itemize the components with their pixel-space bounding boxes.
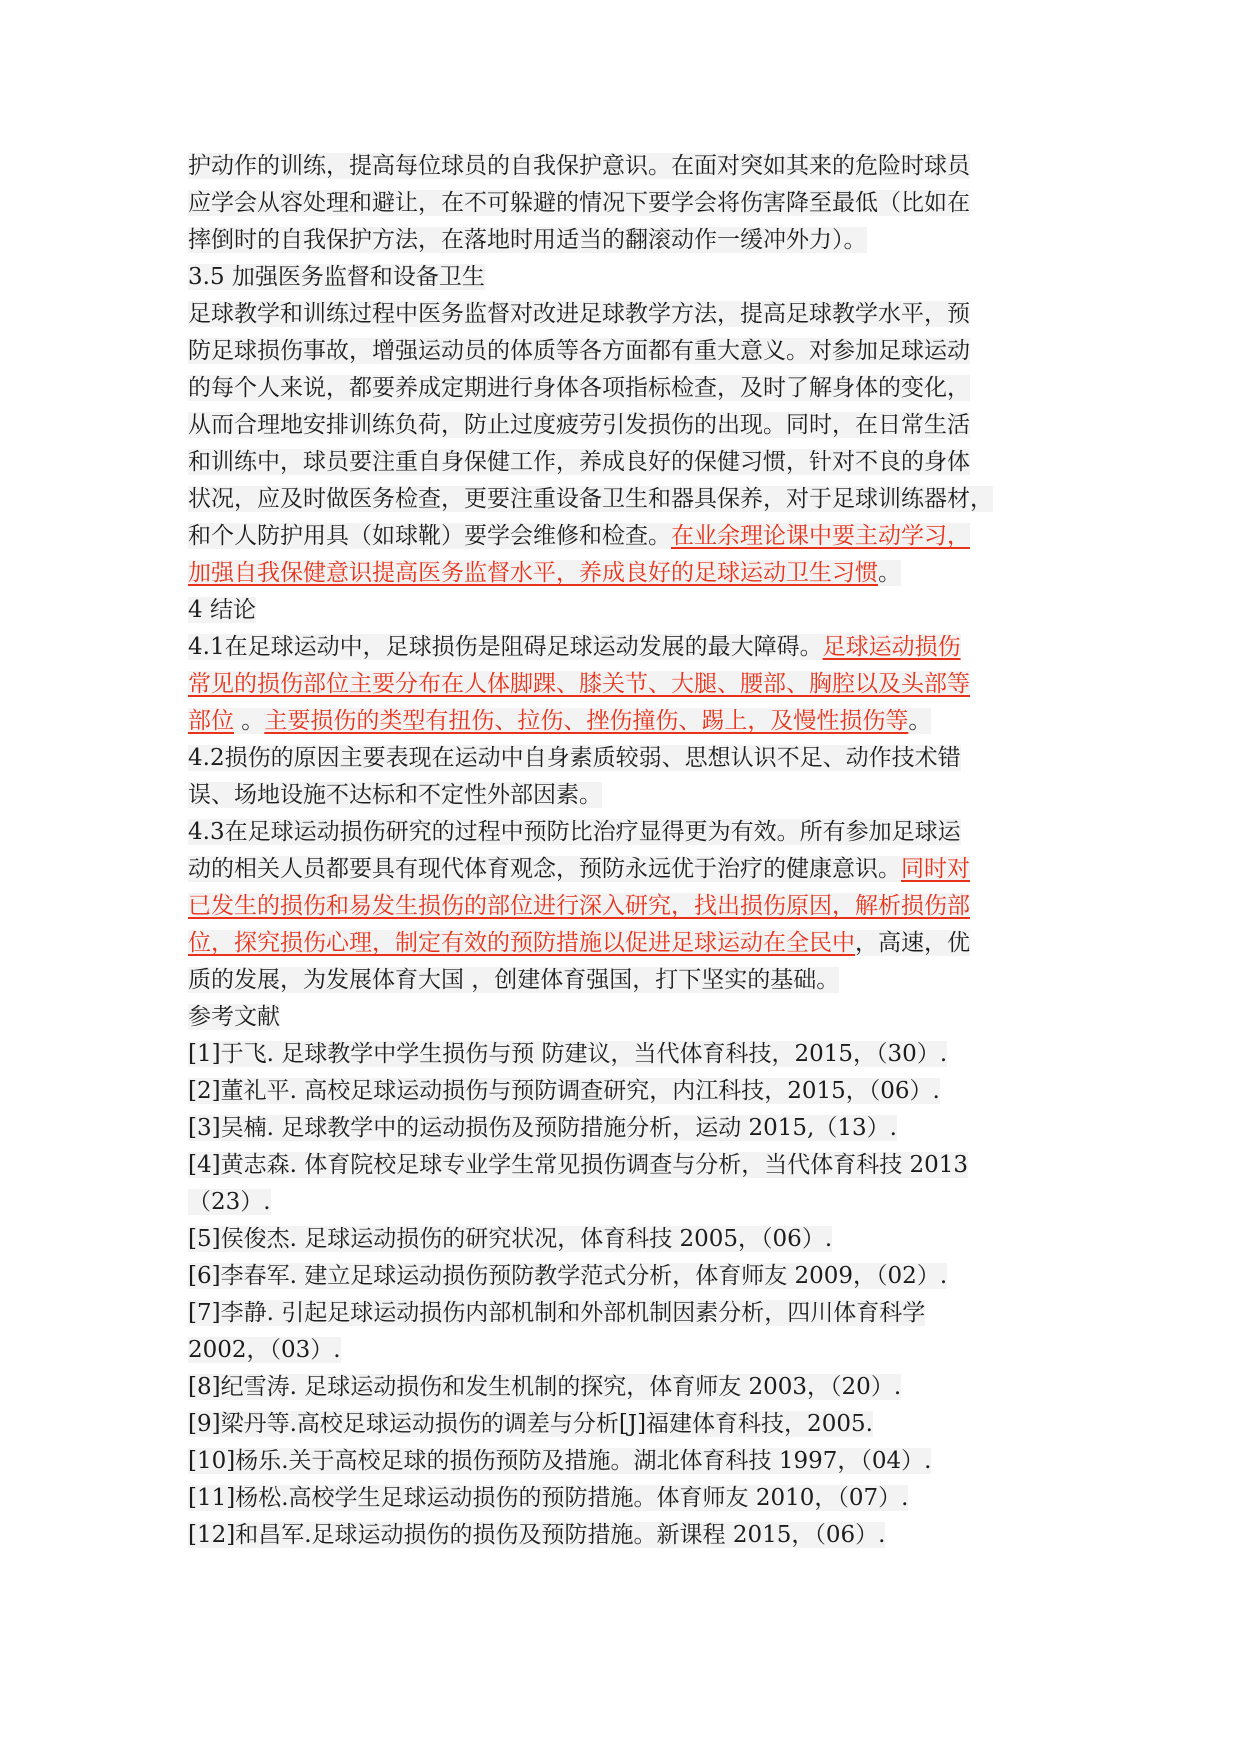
text-segment: [1]于飞. 足球教学中学生损伤与预 防建议，当代体育科技，2015，（30）.: [188, 1041, 948, 1067]
line-highlight: [188, 1004, 280, 1030]
highlighted-text: 位，探究损伤心理，制定有效的预防措施以促进足球运动在全民中: [188, 930, 855, 956]
text-line: [188, 1258, 1078, 1295]
line-highlight: [188, 856, 970, 882]
text-segment: （23）.: [188, 1189, 271, 1215]
text-segment: 4.1在足球运动中，足球损伤是阻碍足球运动发展的最大障碍。: [188, 634, 823, 660]
text-segment: [10]杨乐.关于高校足球的损伤预防及措施。湖北体育科技 1997，（04）.: [188, 1448, 932, 1474]
line-highlight: [188, 1078, 940, 1104]
text-segment: 状况，应及时做医务检查，更要注重设备卫生和器具保养，对于足球训练器材，: [188, 486, 993, 512]
line-highlight: [188, 412, 970, 438]
text-line: [188, 481, 1078, 518]
text-line: [188, 1110, 1078, 1147]
text-segment: 2002，（03）.: [188, 1337, 341, 1363]
text-segment: ，高速，优: [855, 930, 970, 956]
text-segment: 3.5 加强医务监督和设备卫生: [188, 264, 485, 290]
line-highlight: [188, 1522, 885, 1548]
line-highlight: [188, 819, 961, 845]
text-line: [188, 1369, 1078, 1406]
text-line: [188, 1295, 1078, 1332]
text-line: [188, 925, 1078, 962]
text-line: [188, 1221, 1078, 1258]
text-line: [188, 296, 1078, 333]
line-highlight: [188, 1189, 271, 1215]
line-highlight: [188, 671, 970, 697]
text-line: [188, 1443, 1078, 1480]
highlighted-text: 足球运动损伤: [822, 634, 961, 660]
text-line: [188, 1147, 1078, 1184]
highlighted-text: 加强自我保健意识提高医务监督水平，养成良好的足球运动卫生习惯: [188, 560, 878, 586]
highlighted-text: 在业余理论课中要主动学习，: [671, 523, 970, 549]
text-line: [188, 222, 1078, 259]
line-highlight: [188, 1263, 947, 1289]
text-line: [188, 666, 1078, 703]
text-segment: [12]和昌军.足球运动损伤的损伤及预防措施。新课程 2015，（06）.: [188, 1522, 886, 1548]
text-line: [188, 962, 1078, 999]
line-highlight: [188, 1041, 947, 1067]
text-line: [188, 259, 1078, 296]
text-segment: 防足球损伤事故，增强运动员的体质等各方面都有重大意义。对参加足球运动: [188, 338, 970, 364]
text-line: [188, 999, 1078, 1036]
text-line: [188, 629, 1078, 666]
line-highlight: [188, 153, 970, 179]
line-highlight: [188, 190, 970, 216]
text-line: [188, 407, 1078, 444]
line-highlight: [188, 449, 970, 475]
text-segment: 和训练中，球员要注重自身保健工作，养成良好的保健习惯，针对不良的身体: [188, 449, 970, 475]
line-highlight: [188, 301, 970, 327]
line-highlight: [188, 1337, 341, 1363]
line-highlight: [188, 1115, 897, 1141]
line-highlight: [188, 930, 970, 956]
line-highlight: [188, 708, 931, 734]
text-segment: [4]黄志森. 体育院校足球专业学生常见损伤调查与分析，当代体育科技 2013: [188, 1152, 969, 1178]
line-highlight: [188, 597, 256, 623]
text-segment: 4.2损伤的原因主要表现在运动中自身素质较弱、思想认识不足、动作技术错: [188, 745, 961, 771]
text-line: [188, 555, 1078, 592]
text-segment: [5]侯俊杰. 足球运动损伤的研究状况，体育科技 2005，（06）.: [188, 1226, 833, 1252]
text-line: [188, 1480, 1078, 1517]
text-segment: 。: [234, 708, 265, 734]
line-highlight: [188, 634, 961, 660]
text-segment: 误、场地设施不达标和不定性外部因素。: [188, 782, 602, 808]
text-line: [188, 592, 1078, 629]
text-line: [188, 703, 1078, 740]
text-segment: 4.3在足球运动损伤研究的过程中预防比治疗显得更为有效。所有参加足球运: [188, 819, 961, 845]
line-highlight: [188, 486, 993, 512]
text-line: [188, 444, 1078, 481]
text-segment: 应学会从容处理和避让，在不可躲避的情况下要学会将伤害降至最低（比如在: [188, 190, 970, 216]
text-segment: 护动作的训练，提高每位球员的自我保护意识。在面对突如其来的危险时球员: [188, 153, 970, 179]
text-segment: 质的发展，为发展体育大国 ，创建体育强国，打下坚实的基础。: [188, 967, 840, 993]
line-highlight: [188, 1485, 908, 1511]
text-segment: [6]李春军. 建立足球运动损伤预防教学范式分析，体育师友 2009，（02）.: [188, 1263, 948, 1289]
text-line: [188, 851, 1078, 888]
line-highlight: [188, 1300, 925, 1326]
text-line: [188, 518, 1078, 555]
text-segment: [7]李静. 引起足球运动损伤内部机制和外部机制因素分析，四川体育科学: [188, 1300, 926, 1326]
text-segment: 和个人防护用具（如球靴）要学会维修和检查。: [188, 523, 671, 549]
text-segment: [11]杨松.高校学生足球运动损伤的预防措施。体育师友 2010，（07）.: [188, 1485, 909, 1511]
text-segment: 参考文献: [188, 1004, 280, 1030]
highlighted-text: 主要损伤的类型有扭伤、拉伤、挫伤撞伤、踢上，及慢性损伤等: [264, 708, 909, 734]
text-segment: 。: [878, 560, 901, 586]
text-line: [188, 814, 1078, 851]
line-highlight: [188, 375, 970, 401]
text-segment: [2]董礼平. 高校足球运动损伤与预防调查研究，内江科技，2015，（06）.: [188, 1078, 940, 1104]
line-highlight: [188, 264, 485, 290]
text-line: [188, 1036, 1078, 1073]
line-highlight: [188, 338, 970, 364]
line-highlight: [188, 967, 839, 993]
text-line: [188, 740, 1078, 777]
line-highlight: [188, 1448, 931, 1474]
document-body: [188, 148, 1078, 1554]
text-segment: 从而合理地安排训练负荷，防止过度疲劳引发损伤的出现。同时，在日常生活: [188, 412, 970, 438]
text-line: [188, 333, 1078, 370]
highlighted-text: 常见的损伤部位主要分布在人体脚踝、膝关节、大腿、腰部、胸腔以及头部等: [188, 671, 970, 697]
text-segment: [9]梁丹等.高校足球运动损伤的调差与分析[J]福建体育科技，2005.: [188, 1411, 873, 1437]
line-highlight: [188, 523, 970, 549]
line-highlight: [188, 893, 970, 919]
text-segment: 。: [908, 708, 932, 734]
text-segment: [8]纪雪涛. 足球运动损伤和发生机制的探究，体育师友 2003，（20）.: [188, 1374, 902, 1400]
line-highlight: [188, 227, 867, 253]
text-line: [188, 1406, 1078, 1443]
text-line: [188, 185, 1078, 222]
highlighted-text: 部位: [188, 708, 234, 734]
text-line: [188, 1073, 1078, 1110]
text-segment: 4 结论: [188, 597, 256, 623]
text-segment: 动的相关人员都要具有现代体育观念，预防永远优于治疗的健康意识。: [188, 856, 901, 882]
text-segment: 的每个人来说，都要养成定期进行身体各项指标检查，及时了解身体的变化，: [188, 375, 970, 401]
text-line: [188, 777, 1078, 814]
highlighted-text: 已发生的损伤和易发生损伤的部位进行深入研究，找出损伤原因，解析损伤部: [188, 893, 970, 919]
text-segment: [3]吴楠. 足球教学中的运动损伤及预防措施分析，运动 2015,（13）.: [188, 1115, 897, 1141]
text-segment: 足球教学和训练过程中医务监督对改进足球教学方法，提高足球教学水平，预: [188, 301, 970, 327]
line-highlight: [188, 1226, 832, 1252]
line-highlight: [188, 1374, 901, 1400]
highlighted-text: 同时对: [901, 856, 970, 882]
line-highlight: [188, 745, 961, 771]
text-segment: 摔倒时的自我保护方法，在落地时用适当的翻滚动作一缓冲外力）。: [188, 227, 867, 253]
line-highlight: [188, 1152, 968, 1178]
text-line: [188, 888, 1078, 925]
text-line: [188, 1332, 1078, 1369]
text-line: [188, 370, 1078, 407]
text-line: [188, 1184, 1078, 1221]
line-highlight: [188, 560, 901, 586]
text-line: [188, 1517, 1078, 1554]
line-highlight: [188, 1411, 873, 1437]
line-highlight: [188, 782, 602, 808]
text-line: [188, 148, 1078, 185]
